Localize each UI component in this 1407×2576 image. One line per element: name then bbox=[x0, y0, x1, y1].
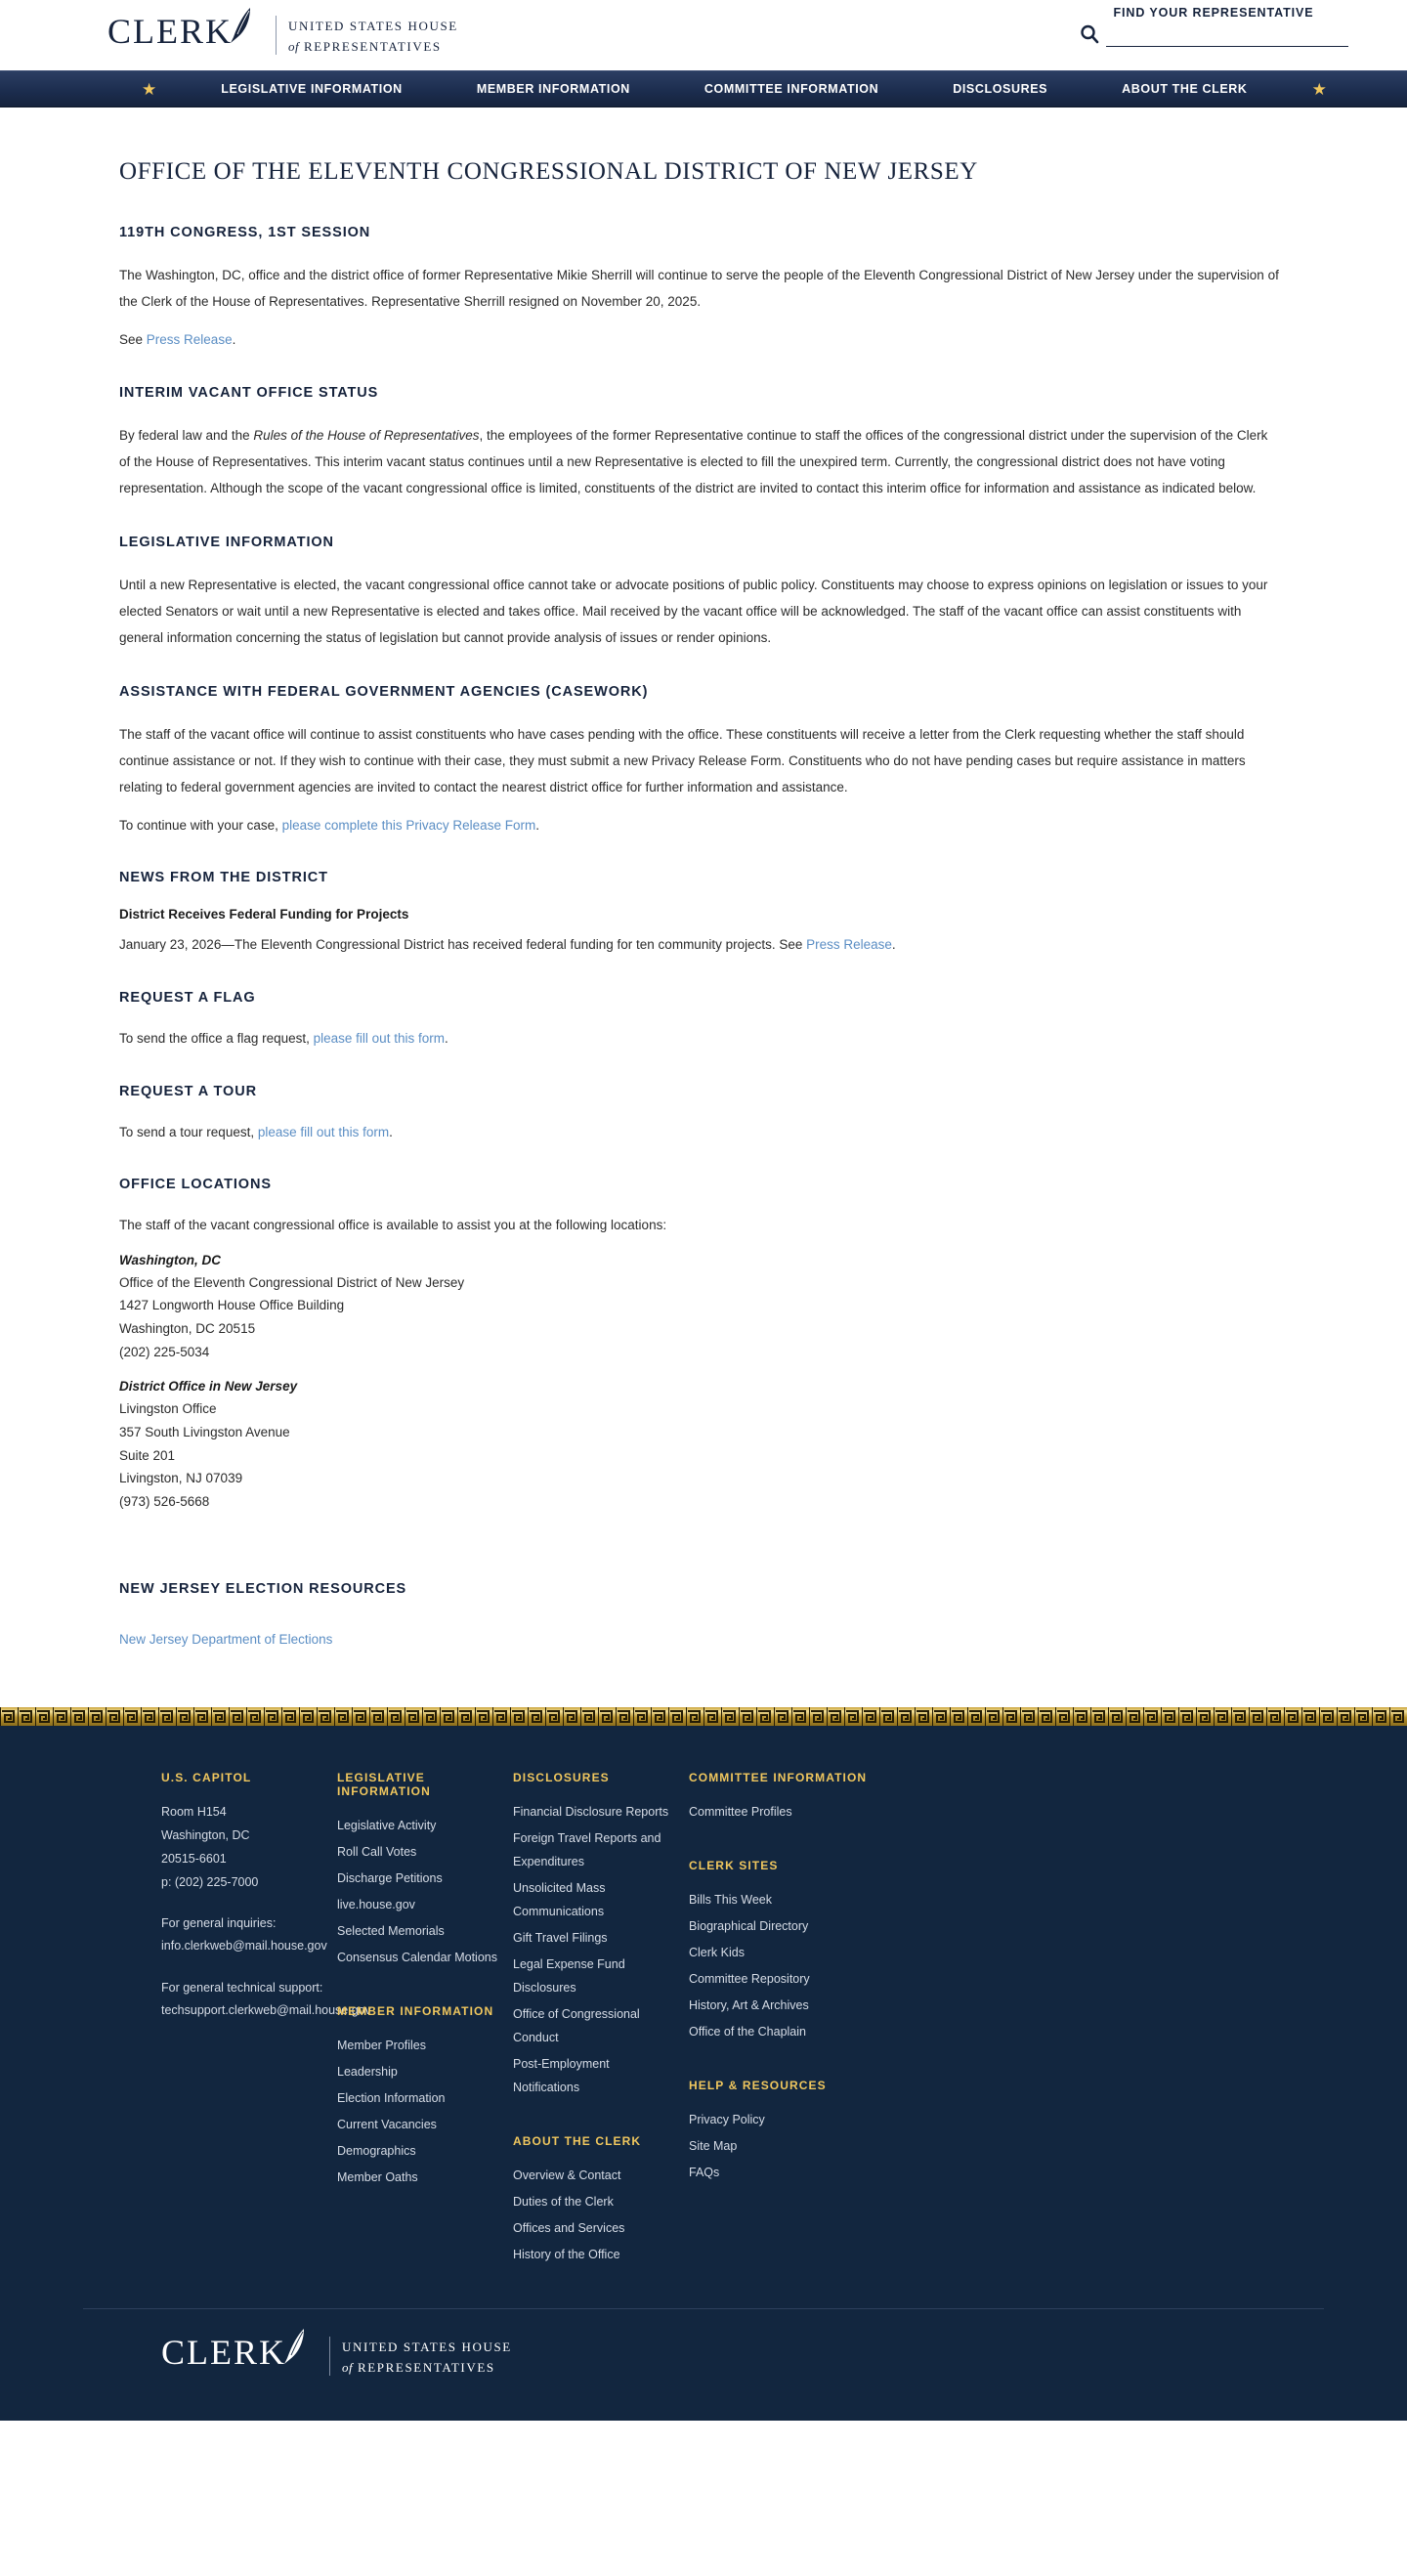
news-item-title: District Receives Federal Funding for Projects bbox=[119, 907, 409, 923]
footer-logo-subtitle-of: of bbox=[342, 2359, 354, 2375]
nj-department-of-elections-link[interactable]: New Jersey Department of Elections bbox=[119, 1632, 333, 1648]
casework-paragraph: The staff of the vacant office will continue to assist constituents who have cases pending with the office. These constituents will receive a letter from the Clerk requesting whether the staff should continue assistance or not. If they wish to continue with their case, they must submit a new Privacy Release Form. Constituents who do not have pending cases but require assistance in matters relating to federal government agencies are invited to contact the nearest district office for further information and assistance. bbox=[119, 726, 1246, 794]
privacy-release-line bbox=[119, 814, 1282, 837]
capitol-address-line-1: Room H154 bbox=[161, 1805, 227, 1820]
footer-link-member-profiles[interactable]: Member Profiles bbox=[337, 2039, 426, 2053]
nav-item-disclosures[interactable]: DISCLOSURES bbox=[953, 82, 1048, 96]
find-your-representative bbox=[1079, 6, 1348, 47]
footer-link-biographical-directory[interactable]: Biographical Directory bbox=[689, 1919, 809, 1934]
flag-request-line bbox=[119, 1027, 1282, 1051]
footer-heading-clerk-sites: CLERK SITES bbox=[689, 1859, 779, 1873]
congress-session-heading: 119TH CONGRESS, 1ST SESSION bbox=[119, 225, 371, 240]
casework-suffix: . bbox=[535, 817, 539, 833]
footer-link-legal-expense-fund-disclosures[interactable]: Legal Expense Fund Disclosures bbox=[513, 1957, 625, 1996]
site-footer bbox=[0, 1726, 1407, 2420]
footer-gap-2 bbox=[161, 1958, 327, 1976]
clerk-wordmark: CLERK bbox=[107, 12, 234, 52]
nj-office-name: District Office in New Jersey bbox=[119, 1379, 298, 1395]
footer-link-demographics[interactable]: Demographics bbox=[337, 2144, 416, 2159]
star-icon-left: ★ bbox=[142, 79, 157, 99]
site-header bbox=[0, 0, 1407, 70]
see-suffix: . bbox=[232, 332, 236, 347]
tour-suffix: . bbox=[389, 1124, 393, 1139]
news-press-release-link[interactable]: Press Release bbox=[806, 937, 892, 953]
dc-office-line-1: Office of the Eleventh Congressional District of New Jersey bbox=[119, 1274, 465, 1290]
request-a-tour-heading: REQUEST A TOUR bbox=[119, 1083, 257, 1099]
find-rep-label: FIND YOUR REPRESENTATIVE bbox=[1113, 6, 1314, 20]
footer-heading-disclosures: DISCLOSURES bbox=[513, 1771, 610, 1785]
nav-item-legislative-information[interactable]: LEGISLATIVE INFORMATION bbox=[221, 82, 403, 96]
news-text-prefix: January 23, 2026—The Eleventh Congressional District has received federal funding for ten community projects. See bbox=[119, 937, 807, 953]
footer-link-bills-this-week[interactable]: Bills This Week bbox=[689, 1893, 772, 1908]
footer-column-committee-clerk-help bbox=[689, 1771, 904, 2269]
nj-office-line-1: Livingston Office bbox=[119, 1401, 217, 1417]
flag-form-link[interactable]: please fill out this form bbox=[313, 1030, 445, 1046]
general-inquiries-email[interactable]: info.clerkweb@mail.house.gov bbox=[161, 1939, 327, 1953]
nav-item-committee-information[interactable]: COMMITTEE INFORMATION bbox=[704, 82, 879, 96]
interim-vacant-office-status-heading: INTERIM VACANT OFFICE STATUS bbox=[119, 384, 379, 401]
page-title: OFFICE OF THE ELEVENTH CONGRESSIONAL DISTRICT OF NEW JERSEY bbox=[119, 158, 978, 185]
search-icon[interactable] bbox=[1079, 23, 1100, 45]
footer-heading-help-resources: HELP & RESOURCES bbox=[689, 2079, 827, 2093]
star-icon-right: ★ bbox=[1311, 79, 1327, 99]
footer-link-consensus-calendar-motions[interactable]: Consensus Calendar Motions bbox=[337, 1951, 497, 1965]
footer-clerk-wordmark: CLERK bbox=[161, 2333, 287, 2373]
press-release-link[interactable]: Press Release bbox=[146, 332, 233, 347]
technical-support-email[interactable]: techsupport.clerkweb@mail.house.gov bbox=[161, 2003, 371, 2018]
footer-link-office-of-congressional-conduct[interactable]: Office of Congressional Conduct bbox=[513, 2007, 640, 2045]
footer-link-privacy-policy[interactable]: Privacy Policy bbox=[689, 2113, 765, 2127]
legislative-paragraph: Until a new Representative is elected, the vacant congressional office cannot take or advocate positions of public policy. Constituents may choose to express opinions on legislation or issues to your elected Senators or wait until a new Representative is elected and takes office. Mail received by the vacant office will be acknowledged. The staff of the vacant office can assist constituents with general information concerning the status of legislation but cannot provide analysis of issues or render opinions. bbox=[119, 577, 1268, 645]
footer-link-foreign-travel-reports[interactable]: Foreign Travel Reports and Expenditures bbox=[513, 1831, 661, 1869]
new-jersey-election-resources-heading: NEW JERSEY ELECTION RESOURCES bbox=[119, 1581, 407, 1598]
dc-office-phone: (202) 225-5034 bbox=[119, 1344, 210, 1359]
footer-link-clerk-kids[interactable]: Clerk Kids bbox=[689, 1946, 745, 1960]
nav-item-member-information[interactable]: MEMBER INFORMATION bbox=[476, 82, 630, 96]
intro-paragraph: The Washington, DC, office and the district office of former Representative Mikie Sherrill will continue to serve the people of the Eleventh Congressional District of New Jersey under the supervision of the Clerk of the House of Representatives. Representative Sherrill resigned on November 20, 2025. bbox=[119, 268, 1279, 309]
footer-link-unsolicited-mass-communications[interactable]: Unsolicited Mass Communications bbox=[513, 1881, 606, 1919]
footer-link-leadership[interactable]: Leadership bbox=[337, 2065, 398, 2080]
footer-logo-divider bbox=[329, 2337, 330, 2376]
main-navigation bbox=[0, 70, 1407, 107]
main-content bbox=[0, 107, 1407, 1707]
section-spacer bbox=[119, 1513, 1300, 1548]
see-prefix: See bbox=[119, 332, 147, 347]
footer-logo-subtitle bbox=[342, 2335, 512, 2377]
flag-suffix: . bbox=[444, 1030, 448, 1046]
footer-link-committee-profiles[interactable]: Committee Profiles bbox=[689, 1805, 792, 1820]
footer-gap bbox=[161, 1894, 327, 1911]
rules-of-the-house-italic: Rules of the House of Representatives bbox=[253, 427, 480, 443]
footer-column-legislative-member bbox=[337, 1771, 513, 2269]
nj-office-line-4: Livingston, NJ 07039 bbox=[119, 1471, 243, 1486]
clerk-logo[interactable] bbox=[107, 14, 458, 56]
footer-link-live-house-gov[interactable]: live.house.gov bbox=[337, 1898, 415, 1912]
office-locations-heading: OFFICE LOCATIONS bbox=[119, 1177, 272, 1193]
footer-link-legislative-activity[interactable]: Legislative Activity bbox=[337, 1819, 437, 1833]
capitol-phone: p: (202) 225-7000 bbox=[161, 1875, 259, 1890]
request-a-flag-heading: REQUEST A FLAG bbox=[119, 989, 256, 1006]
interim-text-b: , the employees of the former Representative continue to staff the offices of the congressional district under the supervision of the Clerk of the House of Representatives. This interim vacant status continues until a new Representative is elected to fill the unexpired term. Currently, the congressional district does not have voting representation. Although the scope of the vacant congressional office is limited, constituents of the district are invited to contact this interim office for information and assistance as indicated below. bbox=[119, 427, 1268, 495]
logo-subtitle bbox=[288, 14, 458, 56]
footer-link-history-art-archives[interactable]: History, Art & Archives bbox=[689, 1998, 809, 2013]
news-text-suffix: . bbox=[891, 937, 896, 953]
footer-link-overview-contact[interactable]: Overview & Contact bbox=[513, 2168, 621, 2183]
tour-form-link[interactable]: please fill out this form bbox=[257, 1124, 390, 1139]
nj-office-phone: (973) 526-5668 bbox=[119, 1493, 210, 1509]
logo-subtitle-line2: REPRESENTATIVES bbox=[304, 38, 442, 54]
technical-support-label: For general technical support: bbox=[161, 1981, 323, 1996]
footer-link-gift-travel-filings[interactable]: Gift Travel Filings bbox=[513, 1931, 608, 1946]
footer-quill-icon bbox=[282, 2327, 308, 2366]
footer-link-offices-and-services[interactable]: Offices and Services bbox=[513, 2221, 625, 2236]
general-inquiries-label: For general inquiries: bbox=[161, 1916, 277, 1931]
quill-icon bbox=[229, 6, 254, 45]
dc-office-line-2: 1427 Longworth House Office Building bbox=[119, 1298, 345, 1313]
footer-logo-subtitle-line1: UNITED STATES HOUSE bbox=[342, 2340, 512, 2355]
logo-subtitle-of: of bbox=[288, 38, 300, 54]
footer-link-roll-call-votes[interactable]: Roll Call Votes bbox=[337, 1845, 417, 1860]
tour-request-line bbox=[119, 1121, 1282, 1144]
district-office-new-jersey bbox=[119, 1379, 1300, 1513]
footer-link-post-employment-notifications[interactable]: Post-Employment Notifications bbox=[513, 2057, 610, 2095]
footer-link-duties-of-the-clerk[interactable]: Duties of the Clerk bbox=[513, 2195, 614, 2210]
logo-subtitle-line1: UNITED STATES HOUSE bbox=[288, 19, 458, 34]
dc-office-name: Washington, DC bbox=[119, 1252, 221, 1267]
footer-link-history-of-the-office[interactable]: History of the Office bbox=[513, 2248, 620, 2262]
footer-link-member-oaths[interactable]: Member Oaths bbox=[337, 2170, 418, 2185]
greek-key-divider bbox=[0, 1707, 1407, 1726]
footer-heading-us-capitol: U.S. CAPITOL bbox=[161, 1771, 252, 1785]
news-item-text bbox=[119, 933, 1282, 957]
interim-text-a: By federal law and the bbox=[119, 427, 254, 443]
footer-link-faqs[interactable]: FAQs bbox=[689, 2166, 720, 2180]
news-from-the-district-heading: NEWS FROM THE DISTRICT bbox=[119, 870, 328, 886]
footer-link-discharge-petitions[interactable]: Discharge Petitions bbox=[337, 1871, 443, 1886]
capitol-address-line-3: 20515-6601 bbox=[161, 1852, 227, 1867]
casework-prefix: To continue with your case, bbox=[119, 817, 282, 833]
footer-bottom bbox=[83, 2308, 1324, 2420]
footer-link-office-of-the-chaplain[interactable]: Office of the Chaplain bbox=[689, 2025, 806, 2039]
footer-link-election-information[interactable]: Election Information bbox=[337, 2091, 446, 2106]
footer-logo-subtitle-line2: REPRESENTATIVES bbox=[358, 2359, 495, 2375]
footer-heading-legislative-information: LEGISLATIVE INFORMATION bbox=[337, 1771, 431, 1799]
footer-link-financial-disclosure-reports[interactable]: Financial Disclosure Reports bbox=[513, 1805, 669, 1820]
footer-link-site-map[interactable]: Site Map bbox=[689, 2139, 738, 2154]
find-rep-input[interactable] bbox=[1106, 25, 1348, 47]
legislative-information-heading: LEGISLATIVE INFORMATION bbox=[119, 534, 334, 550]
washington-dc-office bbox=[119, 1253, 1300, 1364]
casework-heading: ASSISTANCE WITH FEDERAL GOVERNMENT AGENCIES (CASEWORK) bbox=[119, 683, 649, 700]
tour-prefix: To send a tour request, bbox=[119, 1124, 258, 1139]
interim-paragraph bbox=[119, 422, 1282, 501]
footer-clerk-logo[interactable] bbox=[161, 2335, 1324, 2377]
nj-office-line-3: Suite 201 bbox=[119, 1447, 176, 1463]
privacy-release-form-link[interactable]: please complete this Privacy Release Form bbox=[281, 817, 536, 833]
nav-item-about-the-clerk[interactable]: ABOUT THE CLERK bbox=[1122, 82, 1248, 96]
dc-office-line-3: Washington, DC 20515 bbox=[119, 1321, 256, 1336]
logo-divider bbox=[276, 16, 277, 55]
footer-heading-member-information: MEMBER INFORMATION bbox=[337, 2004, 494, 2019]
nj-office-line-2: 357 South Livingston Avenue bbox=[119, 1424, 290, 1439]
footer-column-disclosures-about bbox=[513, 1771, 689, 2269]
flag-prefix: To send the office a flag request, bbox=[119, 1030, 314, 1046]
office-locations-intro: The staff of the vacant congressional office is available to assist you at the following locations: bbox=[119, 1218, 667, 1233]
footer-link-committee-repository[interactable]: Committee Repository bbox=[689, 1972, 810, 1987]
footer-heading-about-the-clerk: ABOUT THE CLERK bbox=[513, 2134, 642, 2149]
footer-link-current-vacancies[interactable]: Current Vacancies bbox=[337, 2118, 437, 2132]
footer-heading-committee-information: COMMITTEE INFORMATION bbox=[689, 1771, 868, 1785]
see-press-release-line bbox=[119, 328, 1282, 352]
footer-link-selected-memorials[interactable]: Selected Memorials bbox=[337, 1924, 445, 1939]
capitol-address-line-2: Washington, DC bbox=[161, 1828, 250, 1843]
